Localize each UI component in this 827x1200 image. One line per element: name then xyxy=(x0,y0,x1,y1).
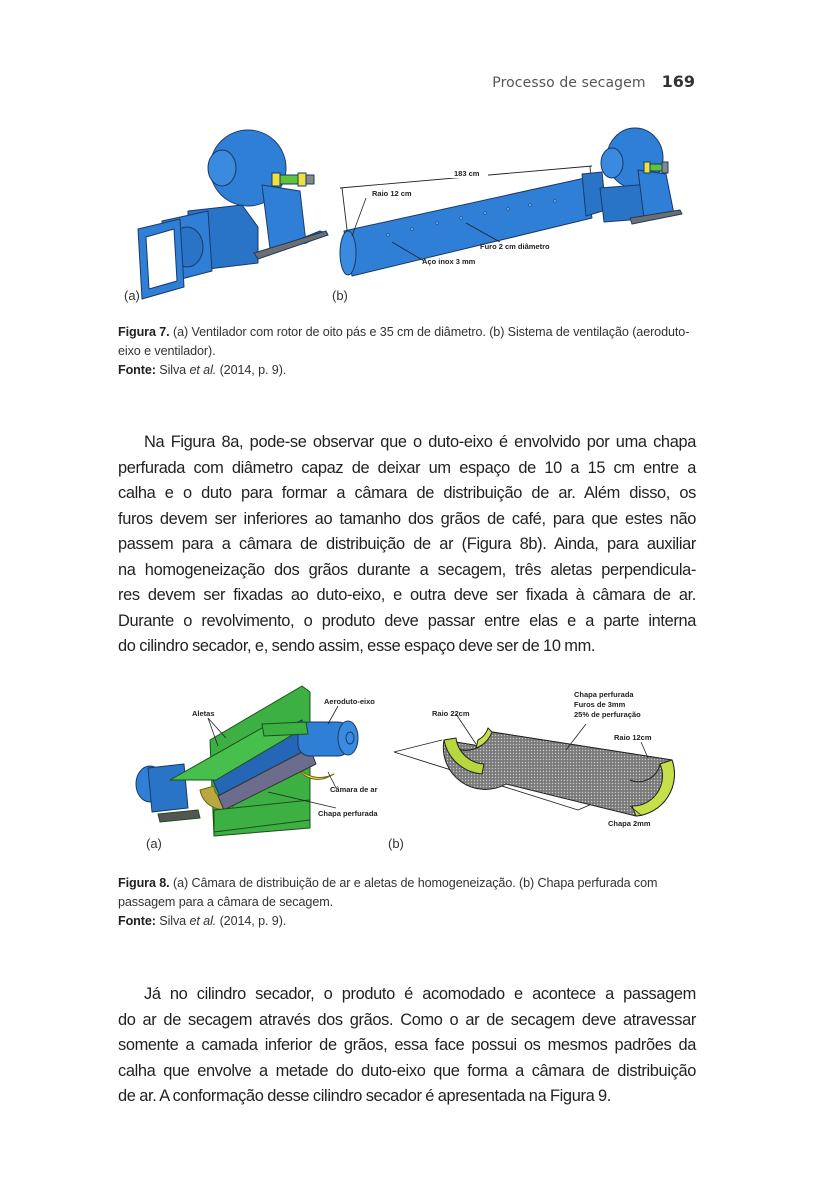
figure-7-source-lead: Fonte: xyxy=(118,363,156,377)
paragraph-line: res devem ser fixadas ao duto-eixo, e outra deve ser fixada à câmara de ar. xyxy=(118,586,696,604)
paragraph-line: do ar de secagem através dos grãos. Como o ar de secagem deve atravessar xyxy=(118,1010,696,1029)
annotation-plate-title: Chapa perfurada xyxy=(574,690,634,699)
figure-8a-label: (a) xyxy=(146,836,162,851)
paragraph-line: Na Figura 8a, pode-se observar que o duto-eixo é envolvido por uma chapa xyxy=(144,433,696,451)
annotation-air-chamber: Câmara de ar xyxy=(330,785,378,794)
running-header xyxy=(492,72,695,91)
page-number: 169 xyxy=(661,72,695,91)
annotation-aeroduct: Aeroduto-eixo xyxy=(324,697,375,706)
running-title: Processo de secagem xyxy=(492,75,646,91)
figure-7b-label: (b) xyxy=(332,288,348,303)
annotation-plate-thickness: Chapa 2mm xyxy=(608,819,651,828)
annotation-steel-thickness: Aço inox 3 mm xyxy=(422,257,476,266)
figure-8-source-rest: (2014, p. 9). xyxy=(216,914,287,928)
figure-7-caption xyxy=(118,323,698,380)
figure-7-caption-body: (a) Ventilador com rotor de oito pás e 35 cm de diâmetro. (b) Sistema de ventilação (aeroduto-eixo e ventilador). xyxy=(118,325,690,358)
paragraph-line: calha que envolve a metade do duto-eixo que forma a câmara de distribuição xyxy=(118,1061,696,1080)
figure-8-caption xyxy=(118,874,698,931)
figure-8b-label: (b) xyxy=(388,836,404,851)
fan-shaft xyxy=(278,175,300,184)
annotation-plate-holes: Furos de 3mm xyxy=(574,700,626,709)
figure-7-source xyxy=(118,361,698,380)
annotation-plate-perforation: 25% de perfuração xyxy=(574,710,641,719)
figure-7-source-rest: (2014, p. 9). xyxy=(216,363,287,377)
paragraph-line: do cilindro secador, e, sendo assim, esse espaço deve ser de 10 mm. xyxy=(118,637,596,655)
annotation-radius-22: Raio 22cm xyxy=(432,709,470,718)
paragraph-line: Durante o revolvimento, o produto deve passar entre elas e a parte interna xyxy=(118,611,696,630)
paragraph-line: furos devem ser inferiores ao tamanho dos grãos de café, para que estes não xyxy=(118,509,696,528)
annotation-hole-diameter: Furo 2 cm diâmetro xyxy=(480,242,550,251)
paragraph-line: Já no cilindro secador, o produto é acomodado e acontece a passagem xyxy=(144,985,696,1003)
annotation-radius-12: Raio 12cm xyxy=(614,733,652,742)
figure-7a-fan-illustration xyxy=(130,123,330,303)
figure-8-source-author: Silva xyxy=(155,914,190,928)
figure-7-source-author: Silva xyxy=(155,363,190,377)
paragraph-line: perfurada com diâmetro capaz de deixar um espaço de 10 a 15 cm entre a xyxy=(118,458,696,477)
figure-8-caption-body: (a) Câmara de distribuição de ar e aletas de homogeneização. (b) Chapa perfurada com passagem para a câmara de secagem. xyxy=(118,876,658,909)
figure-8b-perforated-plate-illustration xyxy=(386,680,706,838)
figure-8-source xyxy=(118,912,698,931)
annotation-perforated-plate: Chapa perfurada xyxy=(318,809,378,818)
annotation-length-183: 183 cm xyxy=(454,169,480,178)
figure-8 xyxy=(118,680,708,855)
fan-inlet xyxy=(208,150,236,186)
aeroduct-end xyxy=(340,231,356,275)
figure-8-source-lead: Fonte: xyxy=(118,914,156,928)
body-paragraph-1 xyxy=(118,430,696,660)
figure-7-source-etal: et al. xyxy=(189,363,217,377)
body-paragraph-2 xyxy=(118,982,696,1110)
figure-8-source-etal: et al. xyxy=(189,914,217,928)
figure-7-caption-lead: Figura 7. xyxy=(118,325,170,339)
figure-8-caption-text xyxy=(118,874,698,912)
figure-7b-ventilation-illustration xyxy=(330,118,710,308)
figure-8-caption-lead: Figura 8. xyxy=(118,876,170,890)
paragraph-line: de ar. A conformação desse cilindro secador é apresentada na Figura 9. xyxy=(118,1087,612,1105)
annotation-fins: Aletas xyxy=(192,709,215,718)
paragraph-line: passem para a câmara de distribuição de ar (Figura 8b). Ainda, para auxiliar xyxy=(118,535,696,553)
paragraph-line: calha e o duto para formar a câmara de distribuição de ar. Além disso, os xyxy=(118,484,696,502)
paragraph-line: somente a camada inferior de grãos, essa face possui os mesmos padrões da xyxy=(118,1036,696,1054)
annotation-radius-12: Raio 12 cm xyxy=(372,189,412,198)
paragraph-line: na homogeneização dos grãos durante a secagem, três aletas perpendicula- xyxy=(118,560,696,579)
figure-8a-air-chamber-illustration xyxy=(128,680,398,838)
figure-7a-label: (a) xyxy=(124,288,140,303)
figure-7 xyxy=(110,118,710,310)
figure-7-caption-text xyxy=(118,323,698,361)
